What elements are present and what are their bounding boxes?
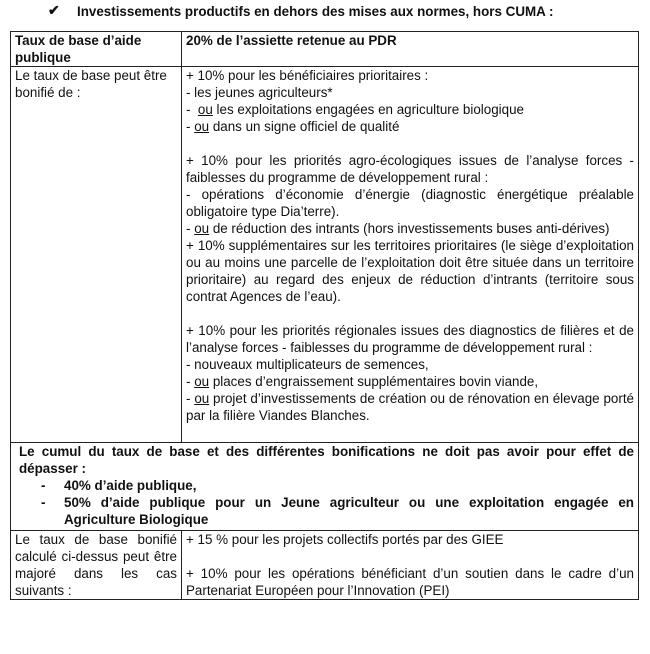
cumulative-cap-cell bbox=[11, 443, 639, 531]
bonus-label bbox=[11, 67, 182, 443]
table-row-increases bbox=[11, 531, 639, 600]
table-row-cumulative-cap bbox=[11, 443, 639, 531]
bonus-block-regional bbox=[186, 322, 634, 424]
bonus-block-agro-ecological bbox=[186, 152, 634, 305]
cumulative-cap-intro: Le cumul du taux de base et des différentes bonifications ne doit pas avoir pour effet de dépasser : bbox=[19, 444, 634, 476]
bonus-block-3-item-2: - ou places d’engraissement supplémentaires bovin viande, bbox=[186, 374, 539, 389]
base-rate-label: Taux de base d’aide publique bbox=[11, 32, 182, 67]
table-row-bonuses bbox=[11, 67, 639, 443]
cumulative-cap-item-1: - 40% d’aide publique, bbox=[41, 478, 197, 493]
section-heading bbox=[0, 0, 650, 24]
table-row-base-rate bbox=[11, 32, 639, 67]
bonus-block-1-intro: + 10% pour les bénéficiaires prioritaires : bbox=[186, 68, 429, 83]
increase-item-1: + 15 % pour les projets collectifs portés par des GIEE bbox=[186, 532, 504, 547]
bonus-block-3-intro: + 10% pour les priorités régionales issues des diagnostics de filières et de l’analyse forces - faiblesses du programme de développement rural : bbox=[186, 323, 634, 355]
bonus-block-2-intro: + 10% pour les priorités agro-écologiques issues de l’analyse forces - faiblesses du programme de développement rural : bbox=[186, 153, 634, 185]
bonus-block-1-item-2: - ou les exploitations engagées en agriculture biologique bbox=[186, 102, 524, 117]
increase-item-2: + 10% pour les opérations bénéficiant d’un soutien dans le cadre d’un Partenariat Européen pour l’Innovation (PEI) bbox=[186, 566, 634, 598]
bonus-block-2-item-3: + 10% supplémentaires sur les territoires prioritaires (le siège d’exploitation ou au moins une parcelle de l’exploitation doit être située dans un territoire prioritaire) au regard des enjeux de réduction d’intrants (territoire sous contrat Agences de l’eau). bbox=[186, 238, 634, 304]
bonus-block-priority-beneficiaries bbox=[186, 67, 634, 135]
bonus-details bbox=[182, 67, 639, 443]
increase-label: Le taux de base bonifié calculé ci-dessus peut être majoré dans les cas suivants : bbox=[11, 531, 182, 600]
aid-rate-table bbox=[10, 31, 639, 600]
bonus-block-1-item-1: - les jeunes agriculteurs* bbox=[186, 85, 333, 100]
increase-details bbox=[182, 531, 639, 600]
bonus-block-2-item-1: - opérations d’économie d’énergie (diagnostic énergétique préalable obligatoire type Dia’terre). bbox=[186, 187, 634, 219]
cumulative-cap-item-2: - 50% d’aide publique pour un Jeune agriculteur ou une exploitation engagée en Agriculture Biologique bbox=[41, 495, 634, 527]
bonus-block-2-item-2: - ou de réduction des intrants (hors investissements buses anti-dérives) bbox=[186, 221, 610, 236]
bonus-block-3-item-1: - nouveaux multiplicateurs de semences, bbox=[186, 357, 429, 372]
bonus-label-text: Le taux de base peut être bonifié de : bbox=[15, 68, 167, 100]
base-rate-value: 20% de l’assiette retenue au PDR bbox=[182, 32, 639, 67]
bonus-block-3-item-3: - ou projet d’investissements de création ou de rénovation en élevage porté par la filière Viandes Blanches. bbox=[186, 391, 634, 423]
check-mark-icon: ✔ bbox=[48, 2, 60, 18]
section-heading-text: Investissements productifs en dehors des mises aux normes, hors CUMA : bbox=[77, 4, 554, 19]
bonus-block-1-item-3: - ou dans un signe officiel de qualité bbox=[186, 119, 400, 134]
